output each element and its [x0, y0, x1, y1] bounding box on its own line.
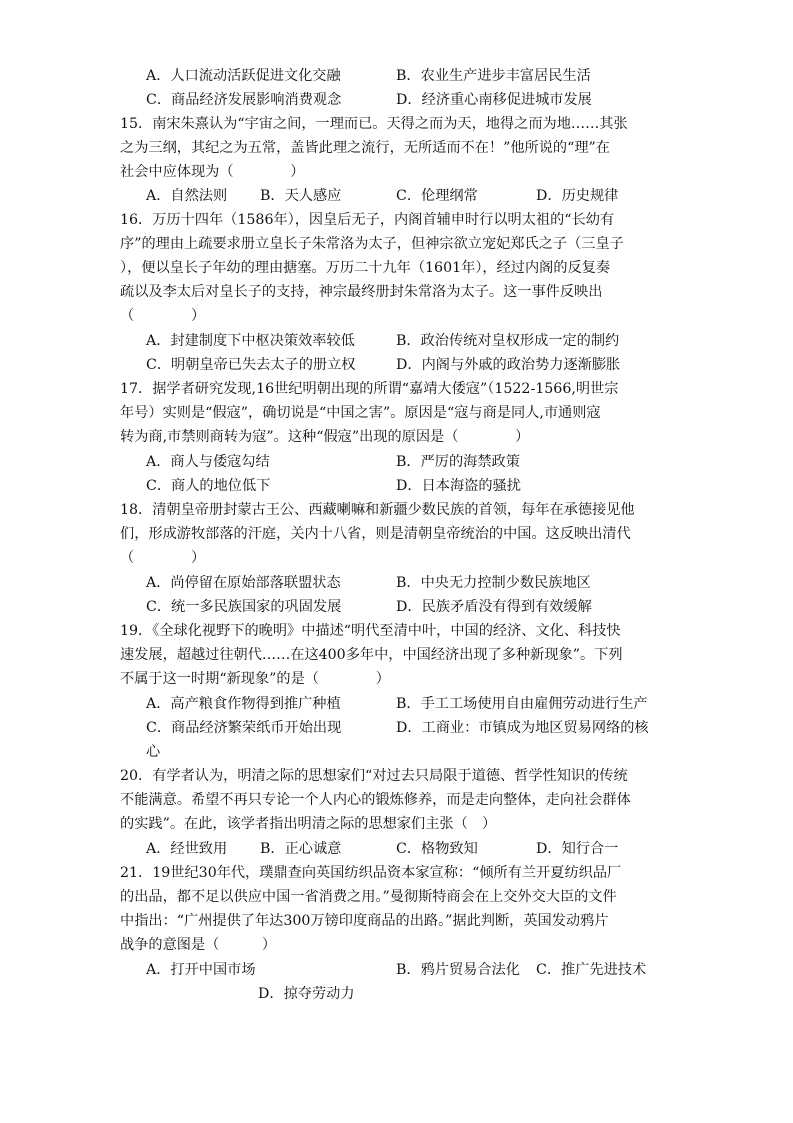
q17-option-a: A．商人与倭寇勾结 [146, 454, 270, 470]
q21-stem-line-2: 的出品，都不足以供应中国一省消费之用。”曼彻斯特商会在上交外交大臣的文件 [120, 889, 617, 905]
q21-stem-line-4: 战争的意图是（ ） [120, 937, 277, 953]
q19-option-a: A．高产粮食作物得到推广种植 [146, 696, 341, 712]
q19-option-d: D．工商业：市镇成为地区贸易网络的核 [396, 720, 649, 736]
q21-stem-line-1: 21．19世纪30年代，璞鼎查向英国纺织品资本家宣称：“倾所有兰开夏纺织品厂 [120, 865, 622, 881]
q16-option-c: C．明朝皇帝已失去太子的册立权 [146, 357, 356, 373]
q19-option-c: C．商品经济繁荣纸币开始出现 [146, 720, 342, 736]
q15-stem-line-2: 之为三纲，其纪之为五常，盖皆此理之流行，无所适而不在！”他所说的“理”在 [120, 140, 610, 156]
q17-stem-line-2: 年号）实则是“假寇”，确切说是“中国之害”。原因是“寇与商是同人,市通则寇 [120, 405, 601, 421]
q16-option-a: A．封建制度下中枢决策效率较低 [146, 333, 355, 349]
q17-option-c: C．商人的地位低下 [146, 478, 271, 494]
q21-option-b: B．鸦片贸易合法化 [396, 962, 520, 978]
q18-stem-line-1: 18．清朝皇帝册封蒙古王公、西藏喇嘛和新疆少数民族的首领，每年在承德接见他 [120, 502, 635, 518]
q15-stem-line-1: 15．南宋朱熹认为“宇宙之间，一理而已。天得之而为天，地得之而为地……其张 [120, 116, 628, 132]
q18-option-a: A．尚停留在原始部落联盟状态 [146, 575, 341, 591]
q20-option-d: D．知行合一 [536, 841, 619, 857]
q20-option-a: A．经世致用 [146, 841, 228, 857]
q20-stem-line-1: 20．有学者认为，明清之际的思想家们“对过去只局限于道德、哲学性知识的传统 [120, 768, 628, 784]
q17-option-d: D．日本海盗的骚扰 [396, 478, 521, 494]
q17-stem-line-3: 转为商,市禁则商转为寇”。这种“假寇”出现的原因是（ ） [120, 429, 530, 445]
q15-stem-line-3: 社会中应体现为（ ） [120, 164, 305, 180]
q15-option-d: D．历史规律 [536, 188, 619, 204]
q18-option-b: B．中央无力控制少数民族地区 [396, 575, 591, 591]
q19-option-b: B．手工工场使用自由雇佣劳动进行生产 [396, 696, 648, 712]
q16-option-d: D．内阁与外戚的政治势力逐渐膨胀 [396, 357, 621, 373]
q16-stem-line-5: （ ） [120, 308, 206, 324]
q15-option-c: C．伦理纲常 [396, 188, 478, 204]
q16-stem-line-1: 16．万历十四年（1586年），因皇后无子，内阁首辅申时行以明太祖的“长幼有 [120, 212, 615, 228]
prev-option-a: A．人口流动活跃促进文化交融 [146, 68, 341, 84]
q18-option-d: D．民族矛盾没有得到有效缓解 [396, 599, 592, 615]
q16-stem-line-4: 疏以及李太后对皇长子的支持，神宗最终册封朱常洛为太子。这一事件反映出 [120, 284, 603, 300]
q18-stem-line-3: （ ） [120, 550, 206, 566]
q18-option-c: C．统一多民族国家的巩固发展 [146, 599, 342, 615]
prev-option-d: D．经济重心南移促进城市发展 [396, 92, 592, 108]
q20-stem-line-2: 不能满意。希望不再只专论一个人内心的锻炼修养，而是走向整体，走向社会群体 [120, 792, 631, 808]
q19-option-d-continued: 心 [146, 744, 161, 760]
q17-stem-line-1: 17．据学者研究发现,16世纪明朝出现的所谓“嘉靖大倭寇”（1522-1566,明世宗 [120, 381, 619, 397]
q21-option-a: A．打开中国市场 [146, 962, 256, 978]
q20-option-c: C．格物致知 [396, 841, 478, 857]
q17-option-b: B．严厉的海禁政策 [396, 454, 520, 470]
prev-option-c: C．商品经济发展影响消费观念 [146, 92, 342, 108]
q16-stem-line-2: 序”的理由上疏要求册立皇长子朱常洛为太子，但神宗欲立宠妃郑氏之子（三皇子 [120, 236, 624, 252]
q15-option-b: B．天人感应 [260, 188, 342, 204]
q19-stem-line-1: 19．《全球化视野下的晚明》中描述“明代至清中叶，中国的经济、文化、科技快 [120, 623, 621, 639]
q21-option-c: C．推广先进技术 [536, 962, 647, 978]
q21-stem-line-3: 中指出：“广州提供了年达300万镑印度商品的出路。”据此判断，英国发动鸦片 [120, 913, 609, 929]
q20-option-b: B．正心诚意 [260, 841, 342, 857]
q15-option-a: A．自然法则 [146, 188, 228, 204]
q16-stem-line-3: ），便以皇长子年幼的理由搪塞。万历二十九年（1601年），经过内阁的反复奏 [120, 260, 611, 276]
q20-stem-line-3: 的实践”。在此，该学者指出明清之际的思想家们主张（ ） [120, 816, 497, 832]
prev-option-b: B．农业生产进步丰富居民生活 [396, 68, 591, 84]
q19-stem-line-3: 不属于这一时期“新现象”的是（ ） [120, 671, 390, 687]
q16-option-b: B．政治传统对皇权形成一定的制约 [396, 333, 620, 349]
q19-stem-line-2: 速发展，超越过往朝代……在这400多年中，中国经济出现了多种新现象”。下列 [120, 647, 623, 663]
q18-stem-line-2: 们，形成游牧部落的汗庭，关内十八省，则是清朝皇帝统治的中国。这反映出清代 [120, 526, 631, 542]
q21-option-d: D．掠夺劳动力 [258, 986, 355, 1002]
